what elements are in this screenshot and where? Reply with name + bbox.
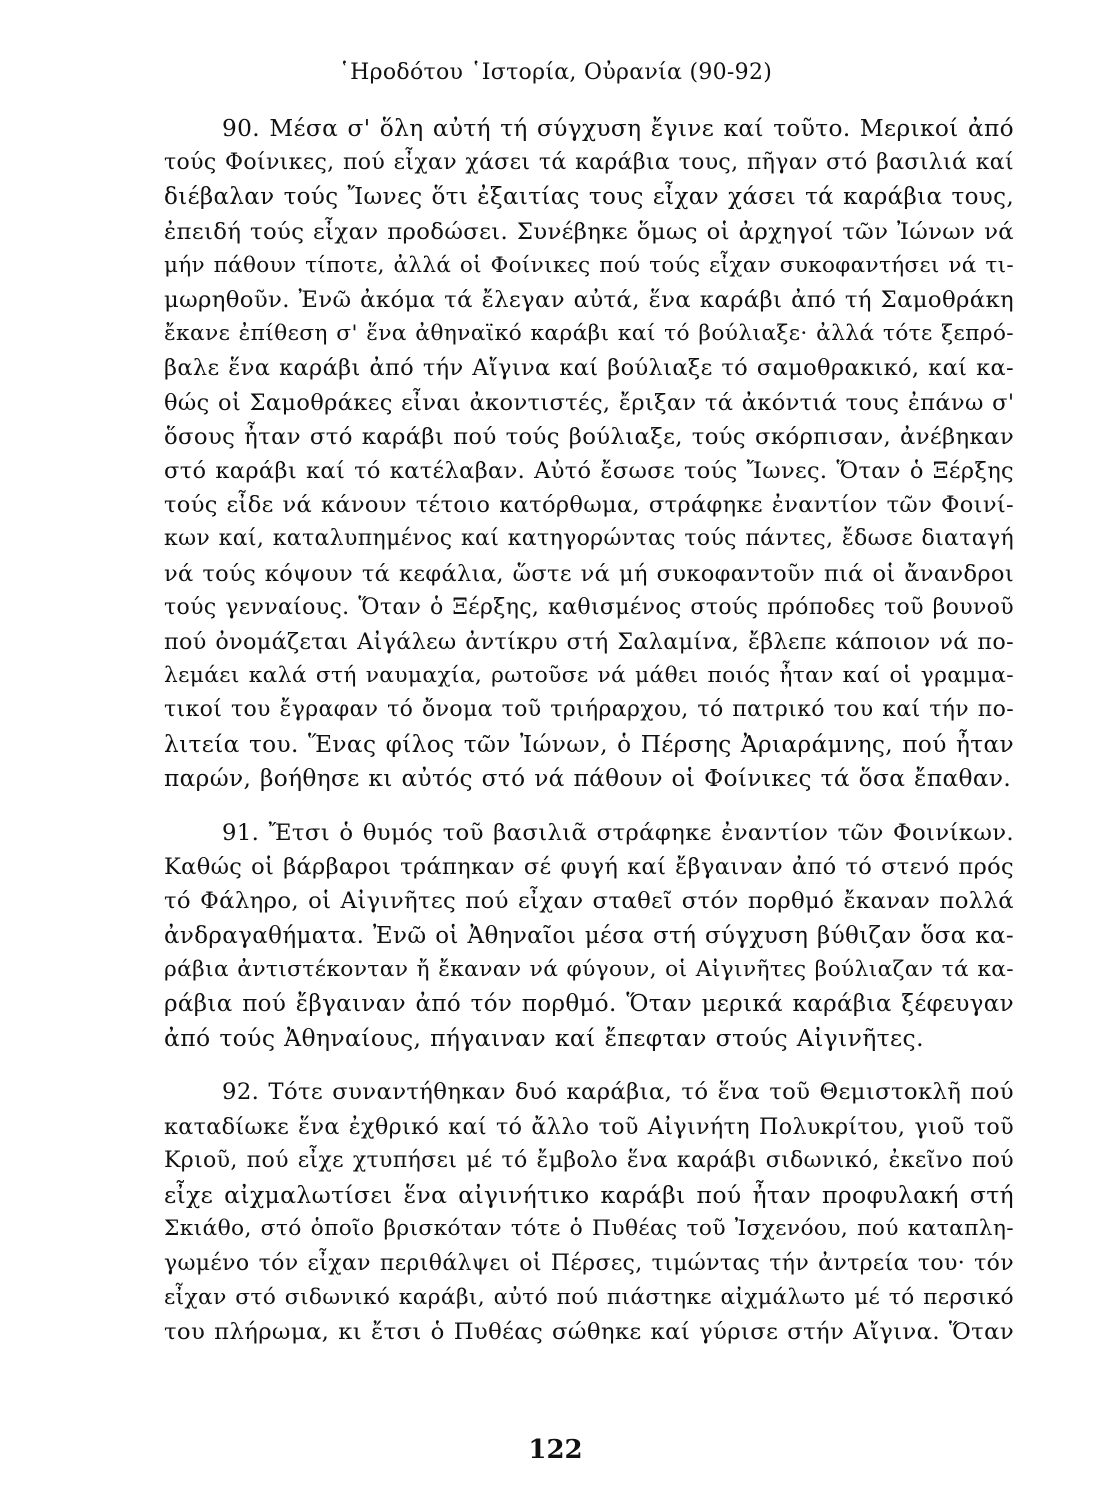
body-text — [164, 112, 1014, 1349]
text-line: τικοί του ἔγραφαν τό ὄνομα τοῦ τριήραρχου, τό πατρικό του καί τήν πο- — [164, 697, 1014, 723]
text-line: διέβαλαν τούς Ἴωνες ὅτι ἐξαιτίας τους εἶχαν χάσει τά καράβια τους, — [164, 184, 1014, 211]
text-line: ἀνδραγαθήματα. Ἐνῶ οἱ Ἀθηναῖοι μέσα στή σύγχυση βύθιζαν ὅσα κα- — [164, 922, 1014, 949]
paragraph-91 — [164, 816, 1014, 1055]
text-line: 91. Ἔτσι ὁ θυμός τοῦ βασιλιᾶ στράφηκε ἐναντίον τῶν Φοινίκων. — [222, 820, 1014, 847]
paragraph-gap — [164, 796, 1014, 816]
text-line: βαλε ἕνα καράβι ἀπό τήν Αἴγινα καί βούλιαξε τό σαμοθρακικό, καί κα- — [164, 355, 1014, 382]
text-line: ἀπό τούς Ἀθηναίους, πήγαιναν καί ἔπεφταν στούς Αἰγινῆτες. — [164, 1024, 924, 1053]
text-line: τούς γενναίους. Ὅταν ὁ Ξέρξης, καθισμένος στούς πρόποδες τοῦ βουνοῦ — [164, 594, 1014, 620]
text-line: μήν πάθουν τίποτε, ἀλλά οἱ Φοίνικες πού τούς εἶχαν συκοφαντήσει νά τι- — [164, 252, 1014, 278]
text-line: θώς οἱ Σαμοθράκες εἶναι ἀκοντιστές, ἔριξαν τά ἀκόντιά τους ἐπάνω σ' — [164, 389, 1015, 416]
text-line: τό Φάληρο, οἱ Αἰγινῆτες πού εἶχαν σταθεῖ στόν πορθμό ἔκαναν πολλά — [164, 888, 1014, 915]
text-line: παρών, βοήθησε κι αὐτός στό νά πάθουν οἱ Φοίνικες τά ὅσα ἔπαθαν. — [164, 764, 1012, 792]
text-line: Σκιάθο, στό ὁποῖο βρισκόταν τότε ὁ Πυθέας τοῦ Ἰσχενόου, πού καταπλη- — [164, 1216, 1014, 1242]
text-line: ὅσους ἦταν στό καράβι πού τούς βούλιαξε, τούς σκόρπισαν, ἀνέβηκαν — [164, 423, 1014, 450]
text-line: 92. Τότε συναντήθηκαν δυό καράβια, τό ἕνα τοῦ Θεμιστοκλῆ πού — [222, 1079, 1014, 1106]
text-line: εἶχαν στό σιδωνικό καράβι, αὐτό πού πιάστηκε αἰχμάλωτο μέ τό περσικό — [164, 1284, 1014, 1310]
text-line: τούς εἶδε νά κάνουν τέτοιο κατόρθωμα, στράφηκε ἐναντίον τῶν Φοινί- — [164, 492, 1014, 519]
text-line: πού ὀνομάζεται Αἰγάλεω ἀντίκρυ στή Σαλαμίνα, ἔβλεπε κάποιον νά πο- — [164, 629, 1014, 656]
text-line: μωρηθοῦν. Ἐνῶ ἀκόμα τά ἔλεγαν αὐτά, ἕνα καράβι ἀπό τή Σαμοθράκη — [164, 287, 1014, 314]
text-line: εἶχε αἰχμαλωτίσει ἕνα αἰγινήτικο καράβι πού ἦταν προφυλακή στή — [164, 1181, 1014, 1210]
text-line: Καθώς οἱ βάρβαροι τράπηκαν σέ φυγή καί ἔβγαιναν ἀπό τό στενό πρός — [164, 854, 1014, 881]
text-line: Κριοῦ, πού εἶχε χτυπήσει μέ τό ἔμβολο ἕνα καράβι σιδωνικό, ἐκεῖνο πού — [164, 1147, 1014, 1173]
paragraph-92 — [164, 1075, 1014, 1349]
text-line: στό καράβι καί τό κατέλαβαν. Αὐτό ἔσωσε τούς Ἴωνες. Ὅταν ὁ Ξέρξης — [164, 458, 1014, 485]
text-line: ράβια ἀντιστέκονταν ἤ ἔκαναν νά φύγουν, οἱ Αἰγινῆτες βούλιαζαν τά κα- — [164, 956, 1015, 982]
page-number: 122 — [528, 1435, 583, 1465]
running-head: ῾Ηροδότου ῾Ιστορία, Οὐρανία (90-92) — [338, 60, 773, 85]
text-line: του πλήρωμα, κι ἔτσι ὁ Πυθέας σώθηκε καί γύρισε στήν Αἴγινα. Ὅταν — [164, 1318, 1014, 1345]
text-line: ἐπειδή τούς εἶχαν προδώσει. Συνέβηκε ὅμως οἱ ἀρχηγοί τῶν Ἰώνων νά — [164, 218, 1014, 245]
text-line: κων καί, καταλυπημένος καί κατηγορώντας τούς πάντες, ἔδωσε διαταγή — [164, 526, 1014, 552]
text-line: λεμάει καλά στή ναυμαχία, ρωτοῦσε νά μάθει ποιός ἦταν καί οἱ γραμμα- — [164, 663, 1014, 689]
text-line: καταδίωκε ἕνα ἐχθρικό καί τό ἄλλο τοῦ Αἰγινήτη Πολυκρίτου, γιοῦ τοῦ — [164, 1113, 1014, 1140]
text-line: ράβια πού ἔβγαιναν ἀπό τόν πορθμό. Ὅταν μερικά καράβια ξέφευγαν — [164, 991, 1014, 1018]
paragraph-90 — [164, 112, 1014, 796]
text-line: 90. Μέσα σ' ὅλη αὐτή τή σύγχυση ἔγινε καί τοῦτο. Μερικοί ἀπό — [222, 115, 1014, 142]
text-line: τούς Φοίνικες, πού εἶχαν χάσει τά καράβια τους, πῆγαν στό βασιλιά καί — [164, 150, 1014, 176]
text-line: νά τούς κόψουν τά κεφάλια, ὥστε νά μή συκοφαντοῦν πιά οἱ ἄνανδροι — [164, 560, 1014, 587]
text-line: γωμένο τόν εἶχαν περιθάλψει οἱ Πέρσες, τιμώντας τήν ἀντρεία του· τόν — [164, 1250, 1014, 1276]
text-line: ἔκανε ἐπίθεση σ' ἕνα ἀθηναϊκό καράβι καί τό βούλιαξε· ἀλλά τότε ξεπρό- — [164, 321, 1014, 347]
paragraph-gap — [164, 1055, 1014, 1075]
text-line: λιτεία του. Ἕνας φίλος τῶν Ἰώνων, ὁ Πέρσης Ἀριαράμνης, πού ἦταν — [164, 730, 1014, 758]
